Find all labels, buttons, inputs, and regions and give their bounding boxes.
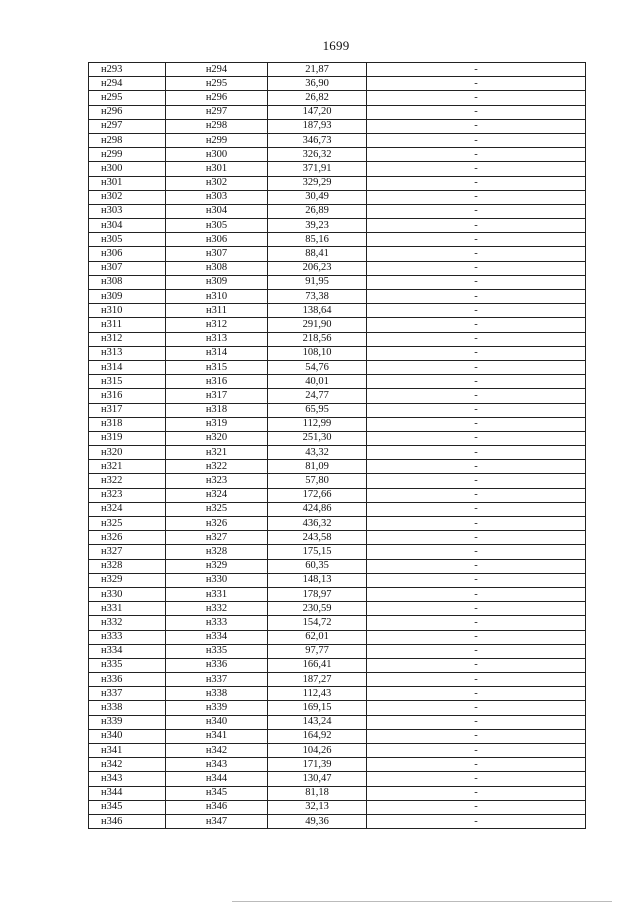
distance-cell: 24,77 (268, 389, 367, 403)
table-row (89, 304, 586, 318)
distance-cell: 26,89 (268, 204, 367, 218)
note-cell: - (367, 105, 586, 119)
distance-cell: 60,35 (268, 559, 367, 573)
table-row (89, 63, 586, 77)
point-to-cell: н339 (166, 701, 268, 715)
note-cell: - (367, 346, 586, 360)
point-to-cell: н304 (166, 204, 268, 218)
note-cell: - (367, 332, 586, 346)
note-cell: - (367, 261, 586, 275)
point-from-cell: н322 (89, 474, 166, 488)
distance-cell: 97,77 (268, 644, 367, 658)
boundary-points-table (88, 62, 586, 829)
point-to-cell: н300 (166, 148, 268, 162)
distance-cell: 169,15 (268, 701, 367, 715)
point-to-cell: н329 (166, 559, 268, 573)
distance-cell: 138,64 (268, 304, 367, 318)
point-from-cell: н296 (89, 105, 166, 119)
point-to-cell: н313 (166, 332, 268, 346)
point-to-cell: н309 (166, 275, 268, 289)
distance-cell: 329,29 (268, 176, 367, 190)
note-cell: - (367, 502, 586, 516)
table-row (89, 488, 586, 502)
note-cell: - (367, 304, 586, 318)
distance-cell: 26,82 (268, 91, 367, 105)
table-row (89, 729, 586, 743)
point-to-cell: н320 (166, 431, 268, 445)
distance-cell: 32,13 (268, 800, 367, 814)
point-to-cell: н326 (166, 517, 268, 531)
point-to-cell: н328 (166, 545, 268, 559)
point-to-cell: н310 (166, 290, 268, 304)
point-from-cell: н309 (89, 290, 166, 304)
point-from-cell: н314 (89, 360, 166, 374)
distance-cell: 49,36 (268, 814, 367, 828)
point-from-cell: н324 (89, 502, 166, 516)
table-row (89, 772, 586, 786)
table-row (89, 502, 586, 516)
note-cell: - (367, 772, 586, 786)
point-from-cell: н306 (89, 247, 166, 261)
note-cell: - (367, 474, 586, 488)
page-number: 1699 (322, 38, 350, 53)
point-to-cell: н303 (166, 190, 268, 204)
distance-cell: 218,56 (268, 332, 367, 346)
distance-cell: 130,47 (268, 772, 367, 786)
point-from-cell: н317 (89, 403, 166, 417)
point-to-cell: н294 (166, 63, 268, 77)
table-row (89, 460, 586, 474)
point-to-cell: н311 (166, 304, 268, 318)
point-from-cell: н295 (89, 91, 166, 105)
note-cell: - (367, 715, 586, 729)
table-row (89, 162, 586, 176)
note-cell: - (367, 559, 586, 573)
table-row (89, 814, 586, 828)
note-cell: - (367, 573, 586, 587)
point-to-cell: н342 (166, 744, 268, 758)
note-cell: - (367, 814, 586, 828)
table-row (89, 431, 586, 445)
table-row (89, 77, 586, 91)
note-cell: - (367, 403, 586, 417)
point-to-cell: н315 (166, 360, 268, 374)
point-from-cell: н305 (89, 233, 166, 247)
point-from-cell: н330 (89, 587, 166, 601)
distance-cell: 21,87 (268, 63, 367, 77)
distance-cell: 371,91 (268, 162, 367, 176)
point-from-cell: н310 (89, 304, 166, 318)
distance-cell: 230,59 (268, 602, 367, 616)
table-row (89, 261, 586, 275)
table-body (89, 63, 586, 829)
note-cell: - (367, 219, 586, 233)
point-from-cell: н298 (89, 133, 166, 147)
note-cell: - (367, 233, 586, 247)
point-to-cell: н301 (166, 162, 268, 176)
point-from-cell: н301 (89, 176, 166, 190)
note-cell: - (367, 488, 586, 502)
distance-cell: 346,73 (268, 133, 367, 147)
table-row (89, 332, 586, 346)
table-row (89, 91, 586, 105)
point-to-cell: н347 (166, 814, 268, 828)
note-cell: - (367, 119, 586, 133)
point-to-cell: н316 (166, 375, 268, 389)
distance-cell: 81,09 (268, 460, 367, 474)
point-from-cell: н318 (89, 417, 166, 431)
point-to-cell: н295 (166, 77, 268, 91)
note-cell: - (367, 517, 586, 531)
point-from-cell: н304 (89, 219, 166, 233)
point-from-cell: н337 (89, 687, 166, 701)
distance-cell: 436,32 (268, 517, 367, 531)
table-row (89, 346, 586, 360)
table-row (89, 204, 586, 218)
point-from-cell: н294 (89, 77, 166, 91)
point-from-cell: н323 (89, 488, 166, 502)
point-to-cell: н340 (166, 715, 268, 729)
distance-cell: 166,41 (268, 658, 367, 672)
point-from-cell: н335 (89, 658, 166, 672)
table-row (89, 389, 586, 403)
note-cell: - (367, 77, 586, 91)
point-from-cell: н328 (89, 559, 166, 573)
point-to-cell: н306 (166, 233, 268, 247)
point-to-cell: н321 (166, 446, 268, 460)
point-from-cell: н315 (89, 375, 166, 389)
point-to-cell: н298 (166, 119, 268, 133)
note-cell: - (367, 446, 586, 460)
point-from-cell: н303 (89, 204, 166, 218)
table-row (89, 800, 586, 814)
point-from-cell: н325 (89, 517, 166, 531)
table-row (89, 290, 586, 304)
distance-cell: 172,66 (268, 488, 367, 502)
point-to-cell: н337 (166, 673, 268, 687)
distance-cell: 108,10 (268, 346, 367, 360)
point-to-cell: н346 (166, 800, 268, 814)
point-from-cell: н311 (89, 318, 166, 332)
distance-cell: 251,30 (268, 431, 367, 445)
point-from-cell: н321 (89, 460, 166, 474)
table-row (89, 559, 586, 573)
distance-cell: 65,95 (268, 403, 367, 417)
note-cell: - (367, 63, 586, 77)
note-cell: - (367, 247, 586, 261)
distance-cell: 326,32 (268, 148, 367, 162)
distance-cell: 291,90 (268, 318, 367, 332)
note-cell: - (367, 318, 586, 332)
point-from-cell: н308 (89, 275, 166, 289)
distance-cell: 171,39 (268, 758, 367, 772)
point-to-cell: н319 (166, 417, 268, 431)
distance-cell: 164,92 (268, 729, 367, 743)
note-cell: - (367, 176, 586, 190)
distance-cell: 73,38 (268, 290, 367, 304)
note-cell: - (367, 758, 586, 772)
point-from-cell: н338 (89, 701, 166, 715)
distance-cell: 62,01 (268, 630, 367, 644)
note-cell: - (367, 417, 586, 431)
point-from-cell: н340 (89, 729, 166, 743)
distance-cell: 112,99 (268, 417, 367, 431)
table-row (89, 744, 586, 758)
note-cell: - (367, 91, 586, 105)
distance-cell: 88,41 (268, 247, 367, 261)
distance-cell: 36,90 (268, 77, 367, 91)
point-to-cell: н332 (166, 602, 268, 616)
table-row (89, 587, 586, 601)
point-from-cell: н293 (89, 63, 166, 77)
note-cell: - (367, 133, 586, 147)
point-to-cell: н343 (166, 758, 268, 772)
point-to-cell: н336 (166, 658, 268, 672)
point-from-cell: н345 (89, 800, 166, 814)
table-row (89, 360, 586, 374)
point-from-cell: н312 (89, 332, 166, 346)
point-to-cell: н333 (166, 616, 268, 630)
note-cell: - (367, 290, 586, 304)
distance-cell: 91,95 (268, 275, 367, 289)
distance-cell: 154,72 (268, 616, 367, 630)
distance-cell: 178,97 (268, 587, 367, 601)
note-cell: - (367, 616, 586, 630)
table-row (89, 630, 586, 644)
bottom-rule (232, 901, 612, 902)
note-cell: - (367, 644, 586, 658)
point-from-cell: н339 (89, 715, 166, 729)
point-from-cell: н313 (89, 346, 166, 360)
table-row (89, 673, 586, 687)
distance-cell: 54,76 (268, 360, 367, 374)
table-row (89, 602, 586, 616)
table-row (89, 119, 586, 133)
table-row (89, 517, 586, 531)
distance-cell: 39,23 (268, 219, 367, 233)
distance-cell: 43,32 (268, 446, 367, 460)
distance-cell: 147,20 (268, 105, 367, 119)
note-cell: - (367, 204, 586, 218)
table-row (89, 176, 586, 190)
point-from-cell: н327 (89, 545, 166, 559)
distance-cell: 112,43 (268, 687, 367, 701)
point-from-cell: н341 (89, 744, 166, 758)
table-row (89, 219, 586, 233)
table-row (89, 105, 586, 119)
note-cell: - (367, 162, 586, 176)
point-to-cell: н299 (166, 133, 268, 147)
table-row (89, 190, 586, 204)
note-cell: - (367, 786, 586, 800)
table-row (89, 701, 586, 715)
note-cell: - (367, 602, 586, 616)
point-from-cell: н343 (89, 772, 166, 786)
point-to-cell: н335 (166, 644, 268, 658)
table-row (89, 148, 586, 162)
point-from-cell: н326 (89, 531, 166, 545)
point-from-cell: н334 (89, 644, 166, 658)
point-from-cell: н333 (89, 630, 166, 644)
distance-cell: 104,26 (268, 744, 367, 758)
point-to-cell: н338 (166, 687, 268, 701)
note-cell: - (367, 587, 586, 601)
point-to-cell: н323 (166, 474, 268, 488)
note-cell: - (367, 148, 586, 162)
point-to-cell: н331 (166, 587, 268, 601)
note-cell: - (367, 673, 586, 687)
point-to-cell: н297 (166, 105, 268, 119)
point-to-cell: н307 (166, 247, 268, 261)
table-row (89, 474, 586, 488)
note-cell: - (367, 729, 586, 743)
note-cell: - (367, 744, 586, 758)
distance-cell: 148,13 (268, 573, 367, 587)
point-to-cell: н325 (166, 502, 268, 516)
table-row (89, 417, 586, 431)
note-cell: - (367, 701, 586, 715)
distance-cell: 81,18 (268, 786, 367, 800)
point-from-cell: н342 (89, 758, 166, 772)
point-to-cell: н317 (166, 389, 268, 403)
distance-cell: 57,80 (268, 474, 367, 488)
point-from-cell: н331 (89, 602, 166, 616)
distance-cell: 143,24 (268, 715, 367, 729)
note-cell: - (367, 800, 586, 814)
distance-cell: 243,58 (268, 531, 367, 545)
point-to-cell: н314 (166, 346, 268, 360)
table-row (89, 375, 586, 389)
distance-cell: 175,15 (268, 545, 367, 559)
table-row (89, 531, 586, 545)
point-to-cell: н312 (166, 318, 268, 332)
note-cell: - (367, 460, 586, 474)
point-from-cell: н344 (89, 786, 166, 800)
point-to-cell: н324 (166, 488, 268, 502)
point-from-cell: н319 (89, 431, 166, 445)
point-to-cell: н344 (166, 772, 268, 786)
table-row (89, 715, 586, 729)
table-row (89, 616, 586, 630)
point-to-cell: н308 (166, 261, 268, 275)
distance-cell: 206,23 (268, 261, 367, 275)
point-from-cell: н346 (89, 814, 166, 828)
table-row (89, 786, 586, 800)
point-from-cell: н300 (89, 162, 166, 176)
note-cell: - (367, 375, 586, 389)
point-to-cell: н334 (166, 630, 268, 644)
point-from-cell: н336 (89, 673, 166, 687)
table-row (89, 758, 586, 772)
table-row (89, 658, 586, 672)
distance-cell: 187,27 (268, 673, 367, 687)
table-row (89, 275, 586, 289)
point-to-cell: н296 (166, 91, 268, 105)
point-to-cell: н341 (166, 729, 268, 743)
note-cell: - (367, 275, 586, 289)
table-row (89, 446, 586, 460)
note-cell: - (367, 687, 586, 701)
note-cell: - (367, 389, 586, 403)
distance-cell: 30,49 (268, 190, 367, 204)
note-cell: - (367, 360, 586, 374)
table-row (89, 644, 586, 658)
point-from-cell: н320 (89, 446, 166, 460)
table-row (89, 573, 586, 587)
point-to-cell: н327 (166, 531, 268, 545)
table-row (89, 133, 586, 147)
point-from-cell: н302 (89, 190, 166, 204)
point-to-cell: н345 (166, 786, 268, 800)
point-to-cell: н330 (166, 573, 268, 587)
note-cell: - (367, 190, 586, 204)
table-row (89, 318, 586, 332)
distance-cell: 424,86 (268, 502, 367, 516)
point-from-cell: н297 (89, 119, 166, 133)
table-row (89, 687, 586, 701)
point-from-cell: н329 (89, 573, 166, 587)
table-row (89, 233, 586, 247)
point-to-cell: н305 (166, 219, 268, 233)
distance-cell: 187,93 (268, 119, 367, 133)
note-cell: - (367, 531, 586, 545)
table-row (89, 403, 586, 417)
table-row (89, 545, 586, 559)
note-cell: - (367, 630, 586, 644)
point-from-cell: н307 (89, 261, 166, 275)
note-cell: - (367, 658, 586, 672)
note-cell: - (367, 545, 586, 559)
distance-cell: 85,16 (268, 233, 367, 247)
point-from-cell: н316 (89, 389, 166, 403)
point-from-cell: н299 (89, 148, 166, 162)
point-to-cell: н302 (166, 176, 268, 190)
point-from-cell: н332 (89, 616, 166, 630)
table-row (89, 247, 586, 261)
note-cell: - (367, 431, 586, 445)
point-to-cell: н318 (166, 403, 268, 417)
distance-cell: 40,01 (268, 375, 367, 389)
point-to-cell: н322 (166, 460, 268, 474)
